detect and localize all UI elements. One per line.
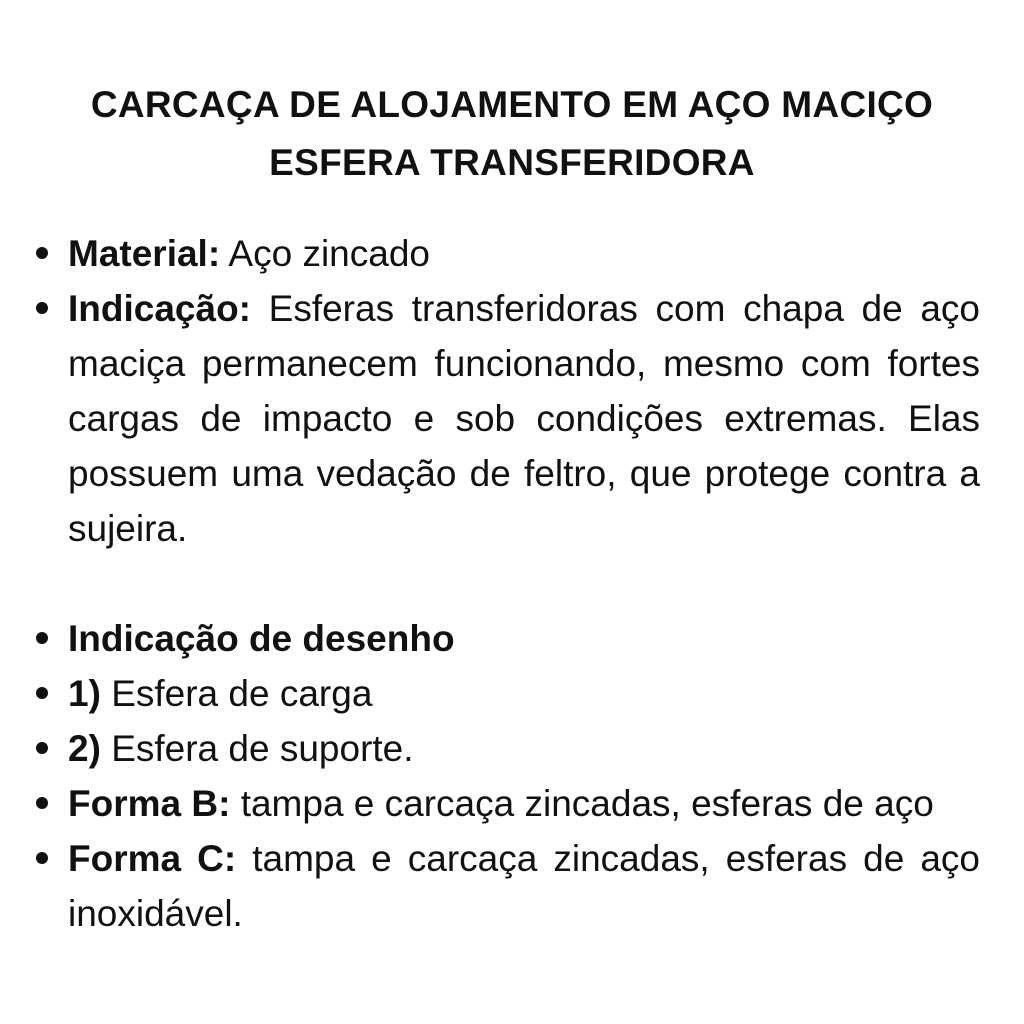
bullet-icon (36, 632, 48, 644)
item-key: Forma B: (68, 783, 231, 824)
item-text: tampa e carcaça zincadas, esferas de aço (240, 783, 934, 824)
list-item-esfera-carga (36, 666, 980, 721)
item-text: Esfera de suporte. (111, 728, 414, 769)
item-text: Aço zincado (228, 233, 430, 274)
item-key: Indicação: (68, 288, 251, 329)
item-text: Esfera de carga (111, 673, 373, 714)
item-key: 2) (68, 728, 101, 769)
bullet-icon (36, 247, 48, 259)
list-item-indicacao (36, 281, 980, 556)
list-item-indicacao-desenho (36, 611, 980, 666)
page-title: CARCAÇA DE ALOJAMENTO EM AÇO MACIÇO (90, 84, 934, 125)
bullet-icon (36, 742, 48, 754)
item-text: tampa e carcaça zincadas, esferas de aço inoxidável. (68, 838, 981, 934)
item-key: Indicação de desenho (68, 618, 455, 659)
item-key: 1) (68, 673, 101, 714)
drawing-list (36, 611, 980, 941)
page-subtitle: ESFERA TRANSFERIDORA (269, 142, 755, 183)
list-item-esfera-suporte (36, 721, 980, 776)
item-text: Esferas transferidoras com chapa de aço maciça permanecem funcionando, mesmo com fortes cargas de impacto e sob condições extremas. Elas possuem uma vedação de feltro, que protege contra a sujeira. (68, 288, 980, 549)
list-item-forma-c (36, 831, 980, 941)
bullet-icon (36, 687, 48, 699)
bullet-icon (36, 302, 48, 314)
item-key: Material: (68, 233, 221, 274)
list-item-material (36, 226, 980, 281)
spec-list (36, 226, 980, 556)
item-key: Forma C: (68, 838, 237, 879)
bullet-icon (36, 852, 48, 864)
bullet-icon (36, 797, 48, 809)
list-item-forma-b (36, 776, 980, 831)
